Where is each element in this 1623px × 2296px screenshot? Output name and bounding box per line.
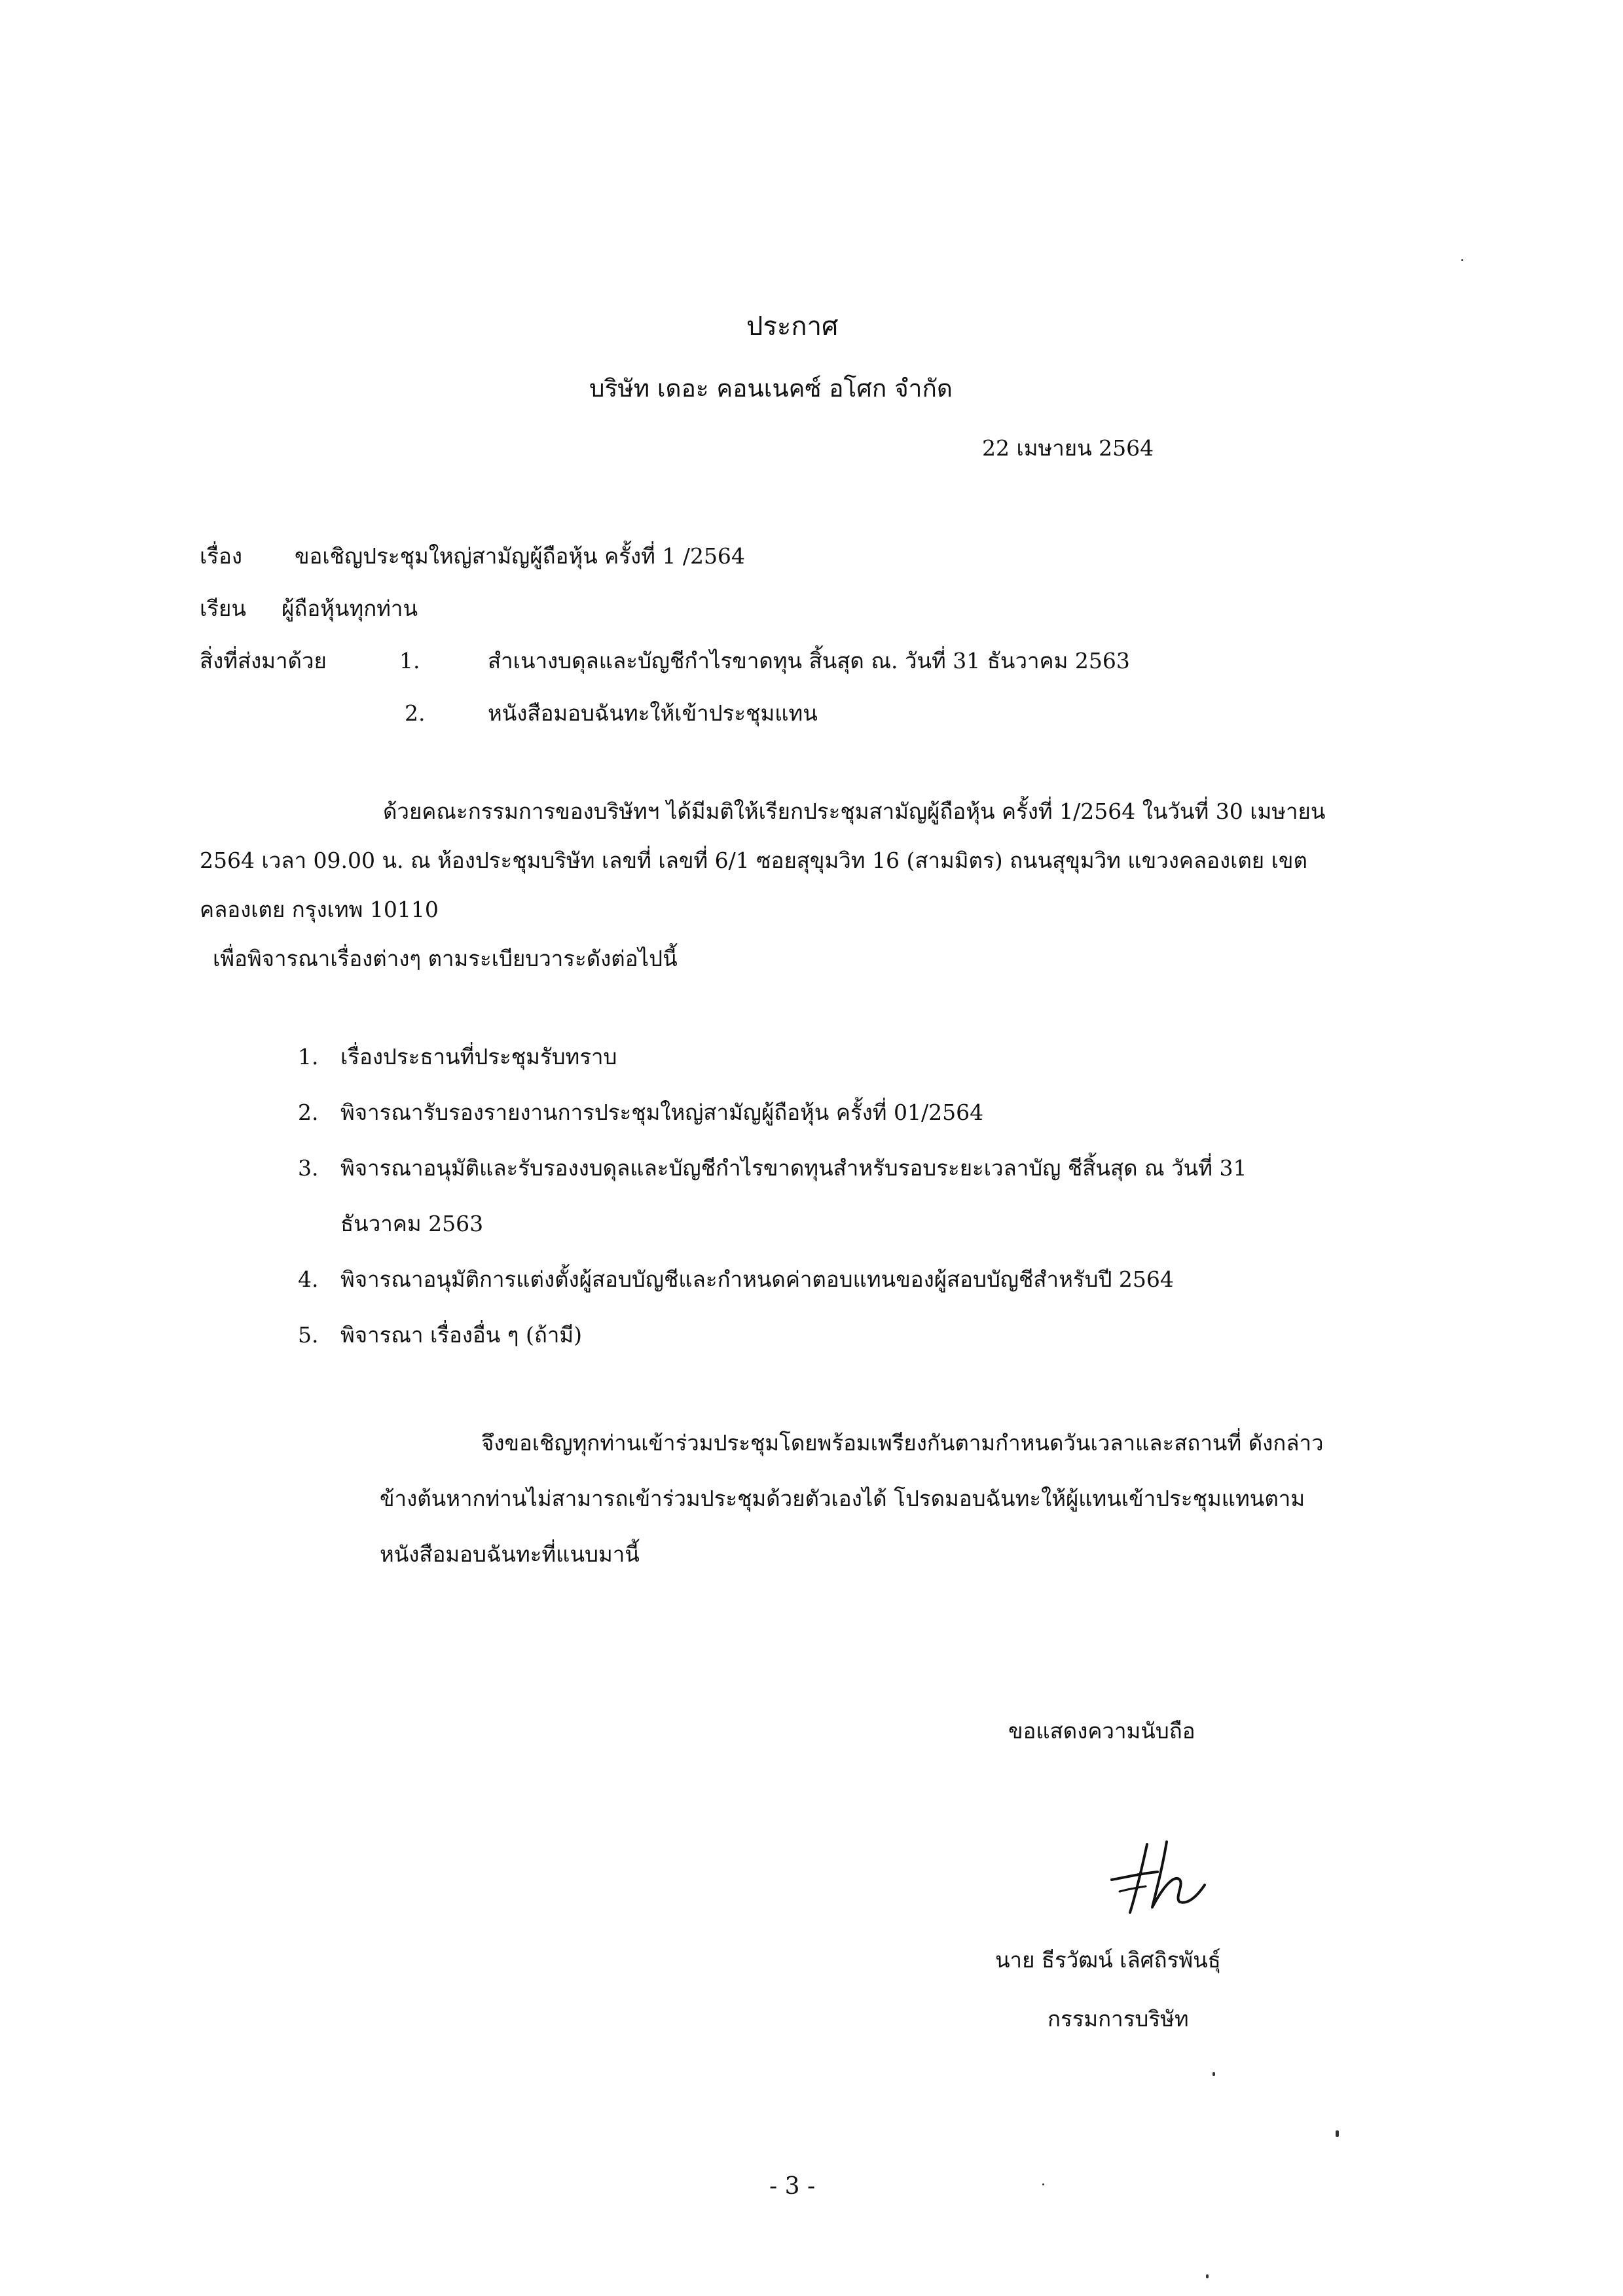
agenda-item: เรื่องประธานที่ประชุมรับทราบ [340, 1044, 617, 1069]
closing-line: หนังสือมอบฉันทะที่แนบมานี้ [380, 1541, 640, 1567]
intro-line: 2564 เวลา 09.00 น. ณ ห้องประชุมบริษัท เลขที่ เลขที่ 6/1 ซอยสุขุมวิท 16 (สามมิตร) ถนนสุขุมวิท แขวงคลองเตย เขต [200, 848, 1307, 873]
subject-label: เรื่อง [200, 543, 242, 569]
intro-line: เพื่อพิจารณาเรื่องต่างๆ ตามระเบียบวาระดังต่อไปนี้ [213, 946, 678, 971]
intro-line: คลองเตย กรุงเทพ 10110 [200, 897, 439, 922]
agenda-number: 2. [298, 1100, 319, 1125]
agenda-item-continued: ธันวาคม 2563 [340, 1211, 484, 1236]
page-number: - 3 - [769, 2173, 816, 2200]
scan-speck [1042, 2183, 1044, 2185]
company-name: บริษัท เดอะ คอนเนคซ์ อโศก จำกัด [589, 374, 953, 403]
agenda-number: 1. [298, 1044, 319, 1069]
agenda-item: พิจารณาอนุมัติและรับรองงบดุลและบัญชีกำไรขาดทุนสำหรับรอบระยะเวลาบัญ ชีสิ้นสุด ณ วันที่ 31 [340, 1155, 1247, 1181]
agenda-item: พิจารณา เรื่องอื่น ๆ (ถ้ามี) [340, 1322, 583, 1348]
scan-speck [1461, 259, 1463, 261]
document-title: ประกาศ [746, 312, 839, 342]
closing-line: ข้างต้นหากท่านไม่สามารถเข้าร่วมประชุมด้วยตัวเองได้ โปรดมอบฉันทะให้ผู้แทนเข้าประชุมแทนตาม [380, 1486, 1305, 1511]
enclosure-label: สิ่งที่ส่งมาด้วย [200, 648, 327, 673]
signatory-position: กรรมการบริษัท [1048, 2006, 1189, 2032]
to-label: เรียน [200, 596, 246, 621]
enclosure-item: หนังสือมอบฉันทะให้เข้าประชุมแทน [488, 700, 818, 726]
agenda-item: พิจารณารับรองรายงานการประชุมใหญ่สามัญผู้ถือหุ้น ครั้งที่ 01/2564 [340, 1100, 984, 1125]
scan-speck [1213, 2072, 1215, 2076]
agenda-number: 5. [298, 1322, 319, 1348]
intro-line: ด้วยคณะกรรมการของบริษัทฯ ได้มีมติให้เรียกประชุมสามัญผู้ถือหุ้น ครั้งที่ 1/2564 ในวันที่ 30 เมษายน [383, 798, 1326, 824]
enclosure-number: 1. [399, 648, 420, 673]
enclosure-item: สำเนางบดุลและบัญชีกำไรขาดทุน สิ้นสุด ณ. วันที่ 31 ธันวาคม 2563 [488, 648, 1130, 673]
subject-text: ขอเชิญประชุมใหญ่สามัญผู้ถือหุ้น ครั้งที่ 1 /2564 [295, 543, 745, 569]
scan-speck [1336, 2130, 1339, 2137]
scan-speck [1206, 2274, 1209, 2278]
signatory-name: นาย ธีรวัฒน์ เลิศถิรพันธุ์ [995, 1947, 1221, 1973]
agenda-number: 3. [298, 1155, 319, 1181]
signature-image [1106, 1839, 1218, 1918]
agenda-number: 4. [298, 1266, 319, 1292]
enclosure-number: 2. [405, 700, 426, 726]
regards: ขอแสดงความนับถือ [1008, 1718, 1195, 1744]
to-text: ผู้ถือหุ้นทุกท่าน [282, 596, 418, 621]
agenda-item: พิจารณาอนุมัติการแต่งตั้งผู้สอบบัญชีและกำหนดค่าตอบแทนของผู้สอบบัญชีสำหรับปี 2564 [340, 1266, 1174, 1292]
closing-line: จึงขอเชิญทุกท่านเข้าร่วมประชุมโดยพร้อมเพรียงกันตามกำหนดวันเวลาและสถานที่ ดังกล่าว [481, 1430, 1324, 1456]
document-date: 22 เมษายน 2564 [982, 435, 1154, 461]
